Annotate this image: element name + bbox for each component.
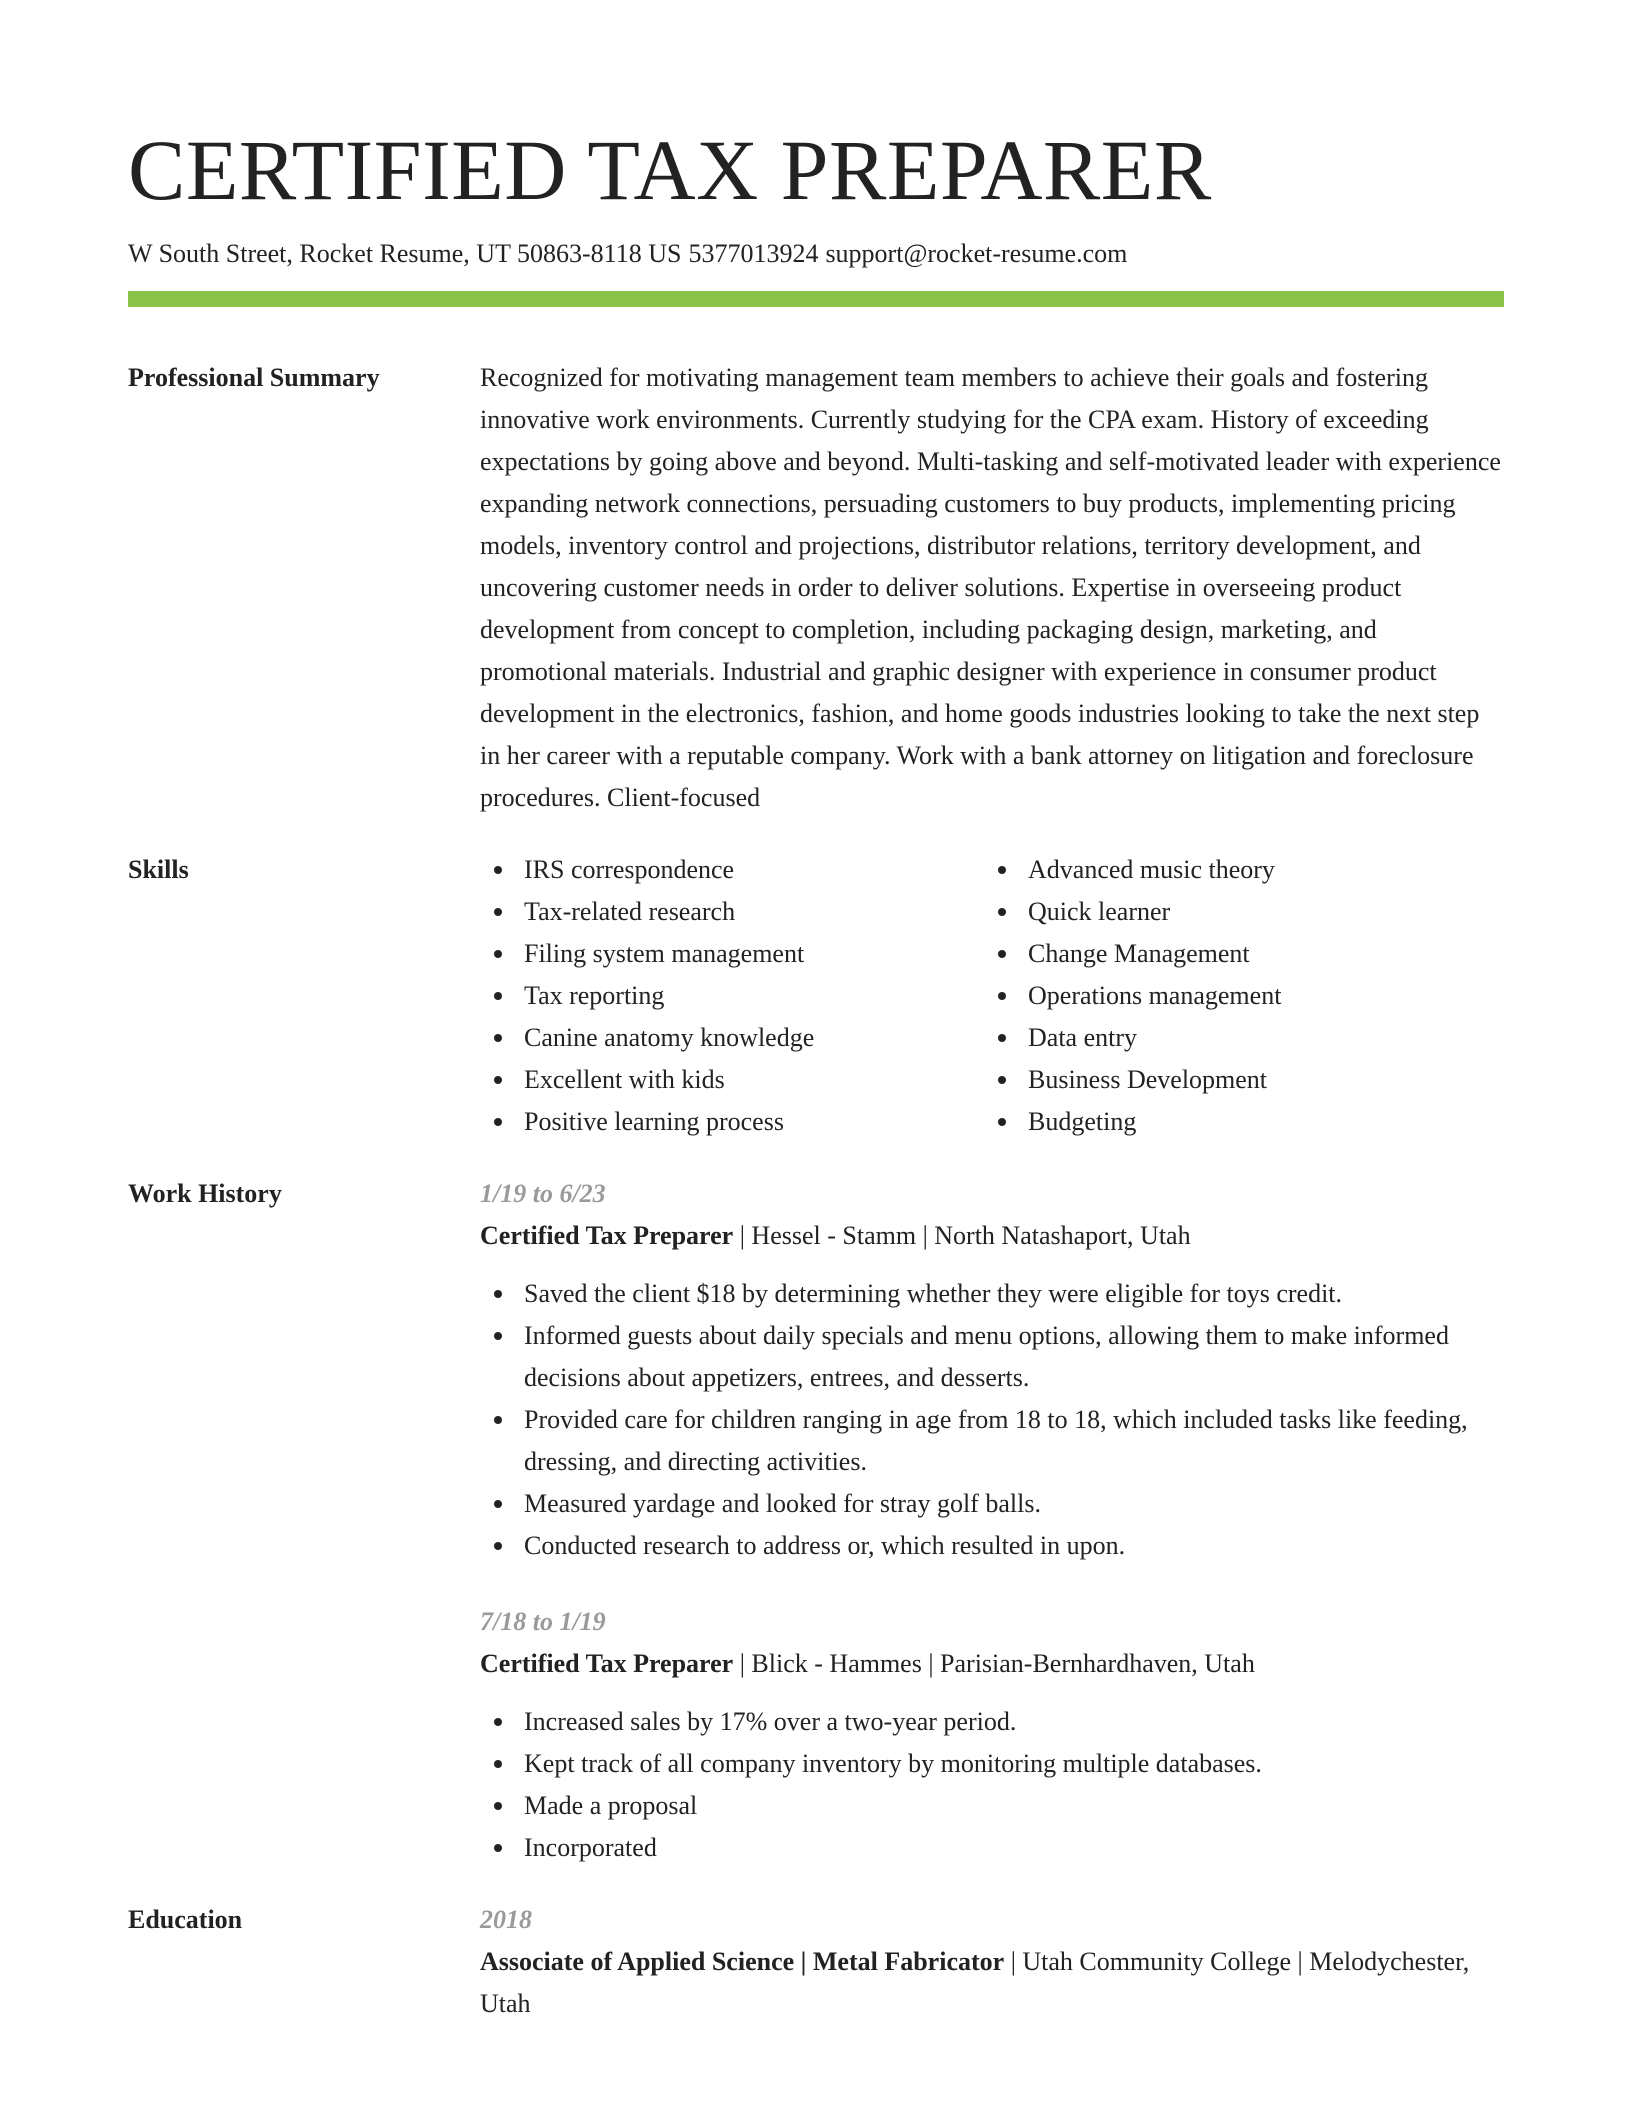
job-bullet: Increased sales by 17% over a two-year period. (480, 1701, 1504, 1743)
skills-columns (480, 849, 1504, 1143)
contact-phone: 5377013924 (688, 239, 819, 268)
contact-email: support@rocket-resume.com (825, 239, 1128, 268)
skill-item: Quick learner (984, 891, 1488, 933)
job-role: Certified Tax Preparer (480, 1649, 734, 1678)
education-year: 2018 (480, 1905, 532, 1934)
job-entry (480, 1601, 1504, 1869)
section-title-summary: Professional Summary (128, 363, 380, 392)
job-details: | Hessel - Stamm | North Natashaport, Utah (733, 1221, 1191, 1250)
education-degree: Associate of Applied Science | Metal Fabricator (480, 1947, 1005, 1976)
contact-address: W South Street, Rocket Resume, UT 50863-8118 US (128, 239, 682, 268)
skill-item: Tax-related research (480, 891, 984, 933)
skills-list-right (984, 849, 1488, 1143)
job-bullet: Measured yardage and looked for stray golf balls. (480, 1483, 1504, 1525)
skill-item: Budgeting (984, 1101, 1488, 1143)
skill-item: Advanced music theory (984, 849, 1488, 891)
summary-text: Recognized for motivating management team members to achieve their goals and fostering innovative work environments. Currently studying for the CPA exam. History of exceeding expectations by going above and beyond. Multi-tasking and self-motivated leader with experience expanding network connections, persuading customers to buy products, implementing pricing models, inventory control and projections, distributor relations, territory development, and uncovering customer needs in order to deliver solutions. Expertise in overseeing product development from concept to completion, including packaging design, marketing, and promotional materials. Industrial and graphic designer with experience in consumer product development in the electronics, fashion, and home goods industries looking to take the next step in her career with a reputable company. Work with a bank attorney on litigation and foreclosure procedures. Client-focused (480, 363, 1501, 812)
section-skills (128, 849, 1504, 1143)
job-bullets (480, 1273, 1504, 1567)
section-body-summary (480, 357, 1504, 819)
skill-item: Positive learning process (480, 1101, 984, 1143)
skill-item: Tax reporting (480, 975, 984, 1017)
skill-item: IRS correspondence (480, 849, 984, 891)
job-bullet: Conducted research to address or, which resulted in upon. (480, 1525, 1504, 1567)
job-entry (480, 1173, 1504, 1567)
resume-page (128, 118, 1504, 2025)
job-bullet: Kept track of all company inventory by monitoring multiple databases. (480, 1743, 1504, 1785)
skill-item: Excellent with kids (480, 1059, 984, 1101)
section-title-skills: Skills (128, 855, 189, 884)
contact-line (128, 236, 1504, 272)
job-bullet: Saved the client $18 by determining whether they were eligible for toys credit. (480, 1273, 1504, 1315)
job-bullet: Incorporated (480, 1827, 1504, 1869)
job-role: Certified Tax Preparer (480, 1221, 734, 1250)
section-summary (128, 357, 1504, 819)
skill-item: Filing system management (480, 933, 984, 975)
education-entry (480, 1899, 1504, 2025)
education-details: | Utah Community College | Melodychester, Utah (480, 1947, 1470, 2018)
skill-item: Data entry (984, 1017, 1488, 1059)
section-body-skills (480, 849, 1504, 1143)
accent-divider (128, 291, 1504, 307)
section-work-history (128, 1173, 1504, 1869)
skill-item: Change Management (984, 933, 1488, 975)
section-title-work: Work History (128, 1179, 282, 1208)
job-details: | Blick - Hammes | Parisian-Bernhardhaven, Utah (733, 1649, 1255, 1678)
job-dates: 7/18 to 1/19 (480, 1607, 606, 1636)
resume-name: CERTIFIED TAX PREPARER (128, 122, 1212, 218)
job-bullet: Provided care for children ranging in age from 18 to 18, which included tasks like feeding, dressing, and directing activities. (480, 1399, 1504, 1483)
job-title-line (480, 1215, 1504, 1257)
skill-item: Business Development (984, 1059, 1488, 1101)
education-line (480, 1941, 1504, 2025)
job-title-line (480, 1643, 1504, 1685)
section-body-work (480, 1173, 1504, 1869)
job-dates: 1/19 to 6/23 (480, 1179, 606, 1208)
section-title-education: Education (128, 1905, 243, 1934)
skill-item: Operations management (984, 975, 1488, 1017)
skills-list-left (480, 849, 984, 1143)
section-body-education (480, 1899, 1504, 2025)
skill-item: Canine anatomy knowledge (480, 1017, 984, 1059)
job-bullet: Informed guests about daily specials and menu options, allowing them to make informed decisions about appetizers, entrees, and desserts. (480, 1315, 1504, 1399)
job-bullets (480, 1701, 1504, 1869)
job-bullet: Made a proposal (480, 1785, 1504, 1827)
section-education (128, 1899, 1504, 2025)
